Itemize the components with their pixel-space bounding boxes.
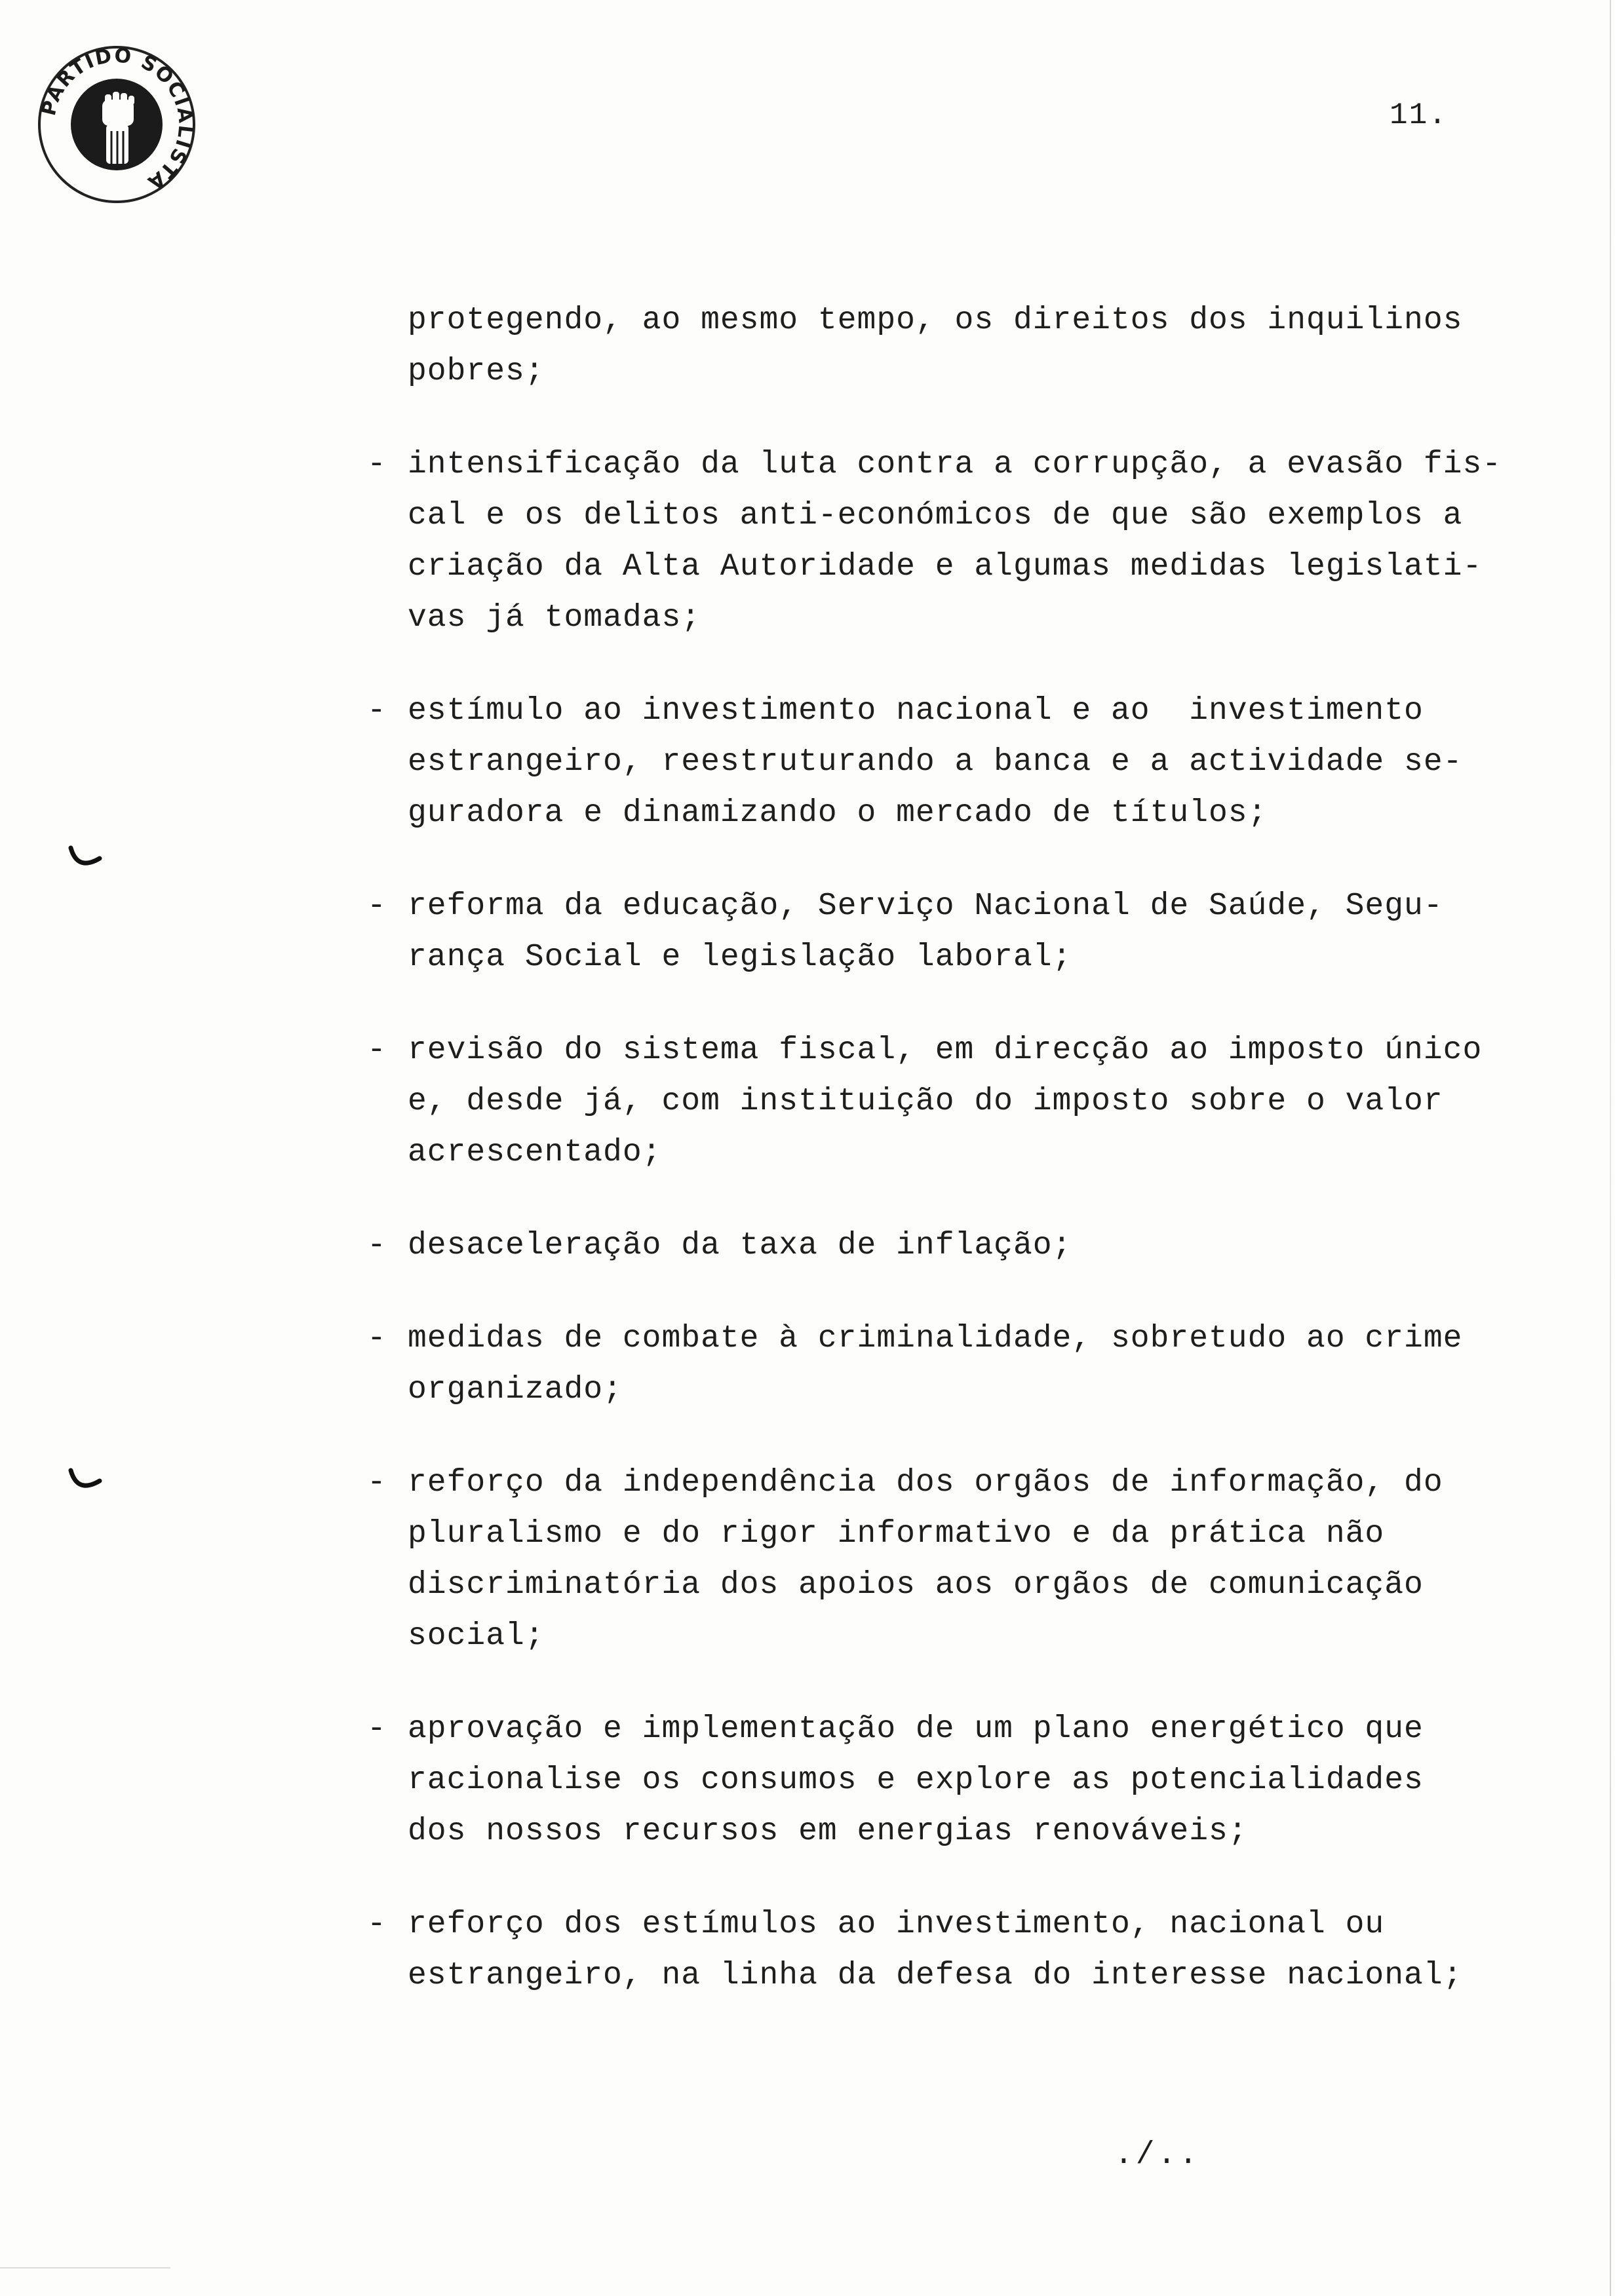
list-item-line: criação da Alta Autoridade e algumas medidas legislati- xyxy=(408,549,1483,584)
document-body xyxy=(367,295,1521,2043)
list-item-line: cal e os delitos anti-económicos de que são exemplos a xyxy=(408,498,1463,533)
list-item-line: reforma da educação, Serviço Nacional de Saúde, Segu- xyxy=(408,889,1443,924)
list-item-line: reforço da independência dos orgãos de informação, do xyxy=(408,1465,1443,1501)
page-number: 11. xyxy=(1390,98,1448,132)
bullet-dash: - xyxy=(367,1712,387,1747)
bullet-dash: - xyxy=(367,1465,387,1501)
bullet-dash: - xyxy=(367,889,387,924)
page-edge-shadow xyxy=(1610,0,1611,2296)
list-item-line: intensificação da luta contra a corrupção, a evasão fis- xyxy=(408,447,1502,482)
list-item xyxy=(367,881,1521,983)
bullet-dash: - xyxy=(367,1228,387,1263)
list-item-line: estímulo ao investimento nacional e ao investimento xyxy=(408,693,1424,729)
list-item-line: acrescentado; xyxy=(408,1135,662,1170)
bullet-dash: - xyxy=(367,1033,387,1068)
punch-hole-mark-icon xyxy=(66,839,105,878)
list-item xyxy=(367,1025,1521,1178)
list-item xyxy=(367,1899,1521,2001)
list-item-line: vas já tomadas; xyxy=(408,600,701,636)
list-item-line: dos nossos recursos em energias renováveis; xyxy=(408,1814,1248,1849)
list-item xyxy=(367,1704,1521,1857)
list-item-line: aprovação e implementação de um plano energético que xyxy=(408,1712,1424,1747)
list-item-line: organizado; xyxy=(408,1372,623,1407)
svg-text:PARTIDO SOCIALISTA: PARTIDO SOCIALISTA xyxy=(37,44,197,195)
continuation-mark: ./.. xyxy=(1114,2137,1201,2173)
punch-hole-mark-icon xyxy=(66,1461,105,1501)
bullet-dash: - xyxy=(367,1907,387,1942)
bullet-dash: - xyxy=(367,447,387,482)
list-item-line: medidas de combate à criminalidade, sobretudo ao crime xyxy=(408,1321,1463,1356)
bullet-dash: - xyxy=(367,693,387,729)
list-item-line: e, desde já, com instituição do imposto sobre o valor xyxy=(408,1084,1443,1119)
list-item-line: pluralismo e do rigor informativo e da prática não xyxy=(408,1516,1385,1552)
list-item xyxy=(367,439,1521,643)
intro-line: pobres; xyxy=(408,354,545,389)
list-item-line: revisão do sistema fiscal, em direcção ao imposto único xyxy=(408,1033,1483,1068)
list-item-line: estrangeiro, na linha da defesa do interesse nacional; xyxy=(408,1958,1463,1993)
list-item xyxy=(367,685,1521,839)
list-item-line: guradora e dinamizando o mercado de títulos; xyxy=(408,795,1268,831)
list-item-line: estrangeiro, reestruturando a banca e a actividade se- xyxy=(408,744,1463,780)
scan-smudge xyxy=(0,2267,170,2268)
bullet-dash: - xyxy=(367,1321,387,1356)
list-item-line: reforço dos estímulos ao investimento, nacional ou xyxy=(408,1907,1385,1942)
list-item-line: racionalise os consumos e explore as potencialidades xyxy=(408,1763,1424,1798)
list-item xyxy=(367,1313,1521,1415)
intro-line: protegendo, ao mesmo tempo, os direitos dos inquilinos xyxy=(408,303,1463,338)
list-item xyxy=(367,1457,1521,1662)
list-item-line: discriminatória dos apoios aos orgãos de comunicação xyxy=(408,1567,1424,1603)
list-item xyxy=(367,1220,1521,1271)
list-item-line: rança Social e legislação laboral; xyxy=(408,940,1072,975)
intro-paragraph xyxy=(408,295,1521,397)
list-item-line: social; xyxy=(408,1618,545,1654)
list-item-line: desaceleração da taxa de inflação; xyxy=(408,1228,1072,1263)
party-logo-seal xyxy=(31,39,202,210)
